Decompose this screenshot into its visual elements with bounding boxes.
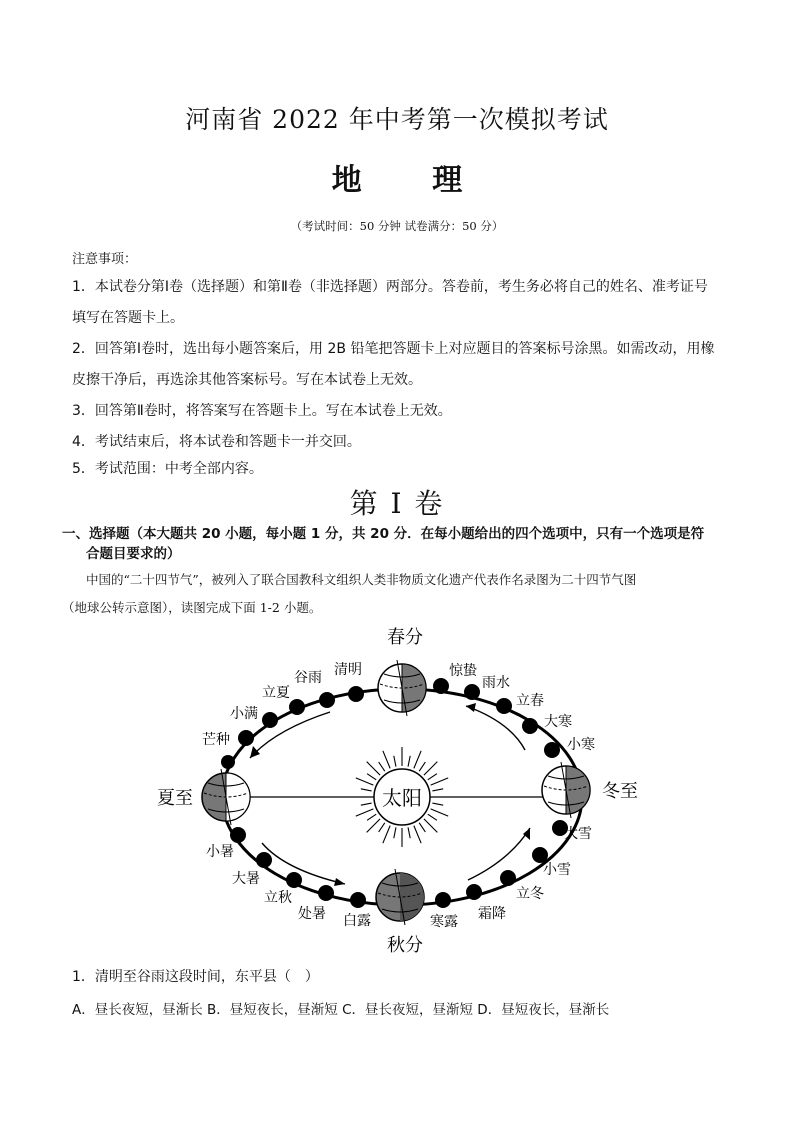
- sun-ray: [414, 751, 421, 769]
- intro-line-1: 中国的“二十四节气”，被列入了联合国教科文组织人类非物质文化遗产代表作名录图为二十四节气图: [86, 572, 637, 587]
- label-winter-solstice: 冬至: [602, 781, 638, 802]
- label-dashu: 大暑: [232, 871, 260, 887]
- globe-summer-solstice: [202, 769, 250, 825]
- sun-ray: [428, 814, 437, 820]
- label-daxue: 大雪: [564, 826, 592, 842]
- label-summer-solstice: 夏至: [157, 788, 193, 809]
- part-heading-line-1: 一、选择题（本大题共 20 小题，每小题 1 分，共 20 分．在每小题给出的四个选项中，只有一个选项是符: [62, 526, 705, 542]
- label-mangzhong: 芒种: [202, 732, 230, 748]
- label-shuangjiang: 霜降: [478, 906, 506, 922]
- exam-title: 河南省 2022 年中考第一次模拟考试: [185, 105, 609, 134]
- label-autumn-equinox: 秋分: [387, 935, 423, 956]
- subject-title: 地 理: [331, 163, 493, 198]
- globe-autumn-equinox: [376, 869, 424, 925]
- notice-heading: 注意事项：: [72, 252, 138, 267]
- sun-ray: [356, 778, 374, 785]
- question-1-stem: 1．清明至谷雨这段时间，东平县（ ）: [72, 969, 319, 985]
- sun-ray: [361, 789, 372, 791]
- sun-ray: [367, 762, 380, 775]
- sun-ray: [419, 823, 425, 832]
- sun-ray: [383, 751, 390, 769]
- sun-ray: [424, 762, 437, 775]
- label-yushui: 雨水: [482, 675, 510, 691]
- sun-ray: [356, 809, 374, 816]
- notice-item-1-line-1: 1．本试卷分第Ⅰ卷（选择题）和第Ⅱ卷（非选择题）两部分。答卷前，考生务必将自己的姓名、准考证号: [72, 279, 708, 295]
- sun-ray: [383, 826, 390, 844]
- label-lixia: 立夏: [262, 685, 290, 701]
- label-xiaohan: 小寒: [567, 737, 595, 753]
- notice-item-1-line-2: 填写在答题卡上。: [72, 310, 184, 326]
- sun-ray: [431, 778, 449, 785]
- label-chushu: 处暑: [298, 906, 326, 922]
- sun-ray: [408, 756, 410, 767]
- globe-winter-solstice: [542, 762, 590, 818]
- notice-item-3: 3．回答第Ⅱ卷时，将答案写在答题卡上。写在本试卷上无效。: [72, 403, 452, 419]
- sun-ray: [379, 823, 385, 832]
- sun-ray: [394, 827, 396, 838]
- label-lidong: 立冬: [516, 886, 544, 902]
- sun-ray: [367, 814, 376, 820]
- notice-item-4: 4．考试结束后，将本试卷和答题卡一并交回。: [72, 434, 361, 450]
- sun-ray: [367, 819, 380, 832]
- question-1-options: A．昼长夜短，昼渐长 B．昼短夜长，昼渐短 C．昼长夜短，昼渐短 D．昼短夜长，昼渐长: [72, 1002, 610, 1018]
- notice-item-2-line-1: 2．回答第Ⅰ卷时，选出每小题答案后，用 2B 铅笔把答题卡上对应题目的答案标号涂黑。如需改动，用橡: [72, 341, 715, 357]
- label-jingzhe: 惊蛰: [449, 663, 477, 679]
- label-guyu: 谷雨: [294, 670, 322, 686]
- sun-ray: [424, 819, 437, 832]
- sun-ray: [408, 827, 410, 838]
- sun-ray: [419, 762, 425, 771]
- notice-item-2-line-2: 皮擦干净后，再选涂其他答案标号。写在本试卷上无效。: [72, 372, 422, 388]
- label-bailu: 白露: [343, 913, 371, 929]
- sun-icon: [352, 747, 452, 847]
- label-xiaoxue: 小雪: [543, 862, 571, 878]
- label-lichun: 立春: [516, 693, 544, 709]
- sun-ray: [414, 826, 421, 844]
- volume-title: 第 I 卷: [349, 487, 445, 520]
- label-xiaoman: 小满: [230, 706, 258, 722]
- label-xiaoshu: 小暑: [206, 844, 234, 860]
- sun-ray: [361, 803, 372, 805]
- exam-info: （考试时间：50 分钟 试卷满分：50 分）: [290, 219, 504, 233]
- sun-ray: [367, 774, 376, 780]
- sun-ray: [432, 789, 443, 791]
- sun-label: 太阳: [382, 786, 422, 810]
- sun-ray: [394, 756, 396, 767]
- intro-line-2: （地球公转示意图），读图完成下面 1-2 小题。: [62, 600, 322, 615]
- label-liqiu: 立秋: [264, 890, 292, 906]
- part-heading-line-2: 合题目要求的）: [86, 546, 181, 562]
- notice-item-5: 5．考试范围：中考全部内容。: [72, 461, 263, 477]
- label-spring-equinox: 春分: [387, 627, 423, 648]
- label-hanlu: 寒露: [430, 914, 458, 930]
- sun-ray: [431, 809, 449, 816]
- sun-ray: [379, 762, 385, 771]
- sun-ray: [432, 803, 443, 805]
- label-dahan: 大寒: [544, 714, 572, 730]
- sun-ray: [428, 774, 437, 780]
- globe-spring-equinox: [378, 660, 426, 716]
- label-qingming: 清明: [334, 662, 362, 678]
